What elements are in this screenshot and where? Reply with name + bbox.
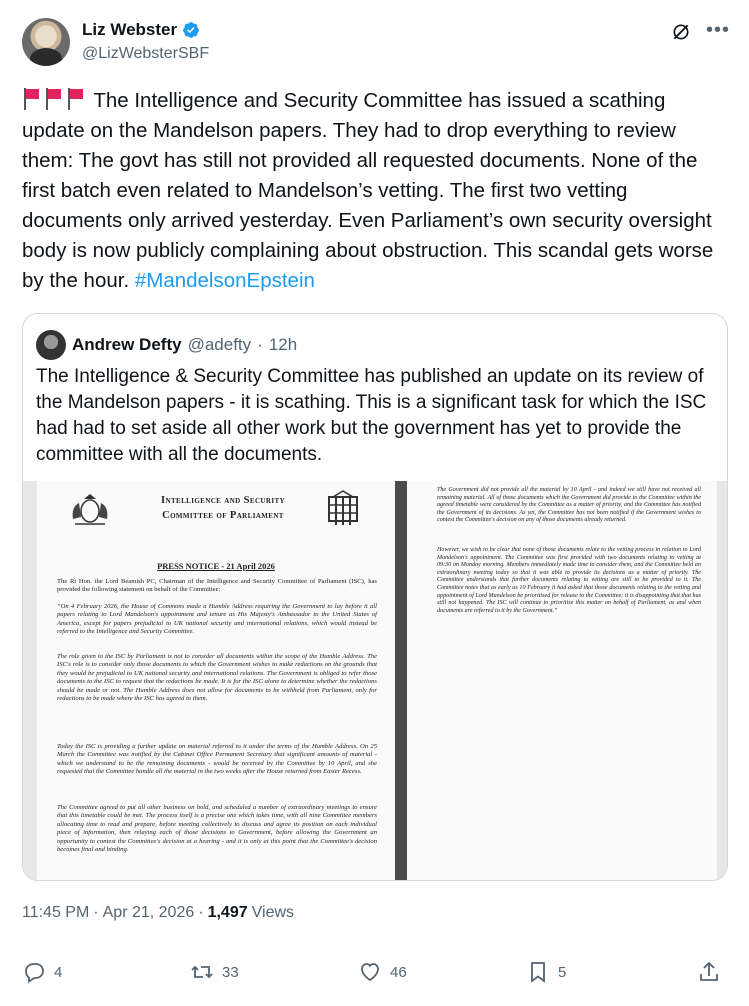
hashtag-link[interactable]: #MandelsonEpstein — [134, 269, 315, 292]
heart-icon — [358, 960, 382, 984]
attached-document-images[interactable] — [23, 481, 728, 881]
press-notice-heading: PRESS NOTICE - 21 April 2026 — [157, 561, 275, 571]
like-count: 46 — [390, 963, 407, 981]
committee-title-line2: Committee of Parliament — [162, 510, 284, 521]
doc-paragraph: The Government did not provide all the material by 10 April - and indeed we still have not received all remaining material. All of those documents which the Government did provide to the Committee within the agreed timetable were considered by the Committee as a matter of priority, and the Committee has notified the Government of its decisions. As yet, the Committee has not been notified if the Government wishes to contest the Committee's decision on any of those documents already returned. — [437, 487, 701, 524]
red-flag-icon — [22, 88, 40, 110]
retweet-icon — [190, 960, 214, 984]
retweet-button[interactable] — [190, 960, 239, 984]
views-label: Views — [251, 904, 295, 921]
views-count: 1,497 — [207, 904, 248, 921]
committee-title-line1: Intelligence and Security — [161, 495, 285, 506]
quoted-time: 12h — [268, 335, 298, 354]
tweet-text — [22, 86, 730, 296]
portcullis-icon — [323, 489, 363, 529]
grok-icon[interactable] — [671, 22, 691, 42]
doc-paragraph: The Committee agreed to put all other business on hold, and scheduled a number of extraordinary meetings to ensure that this timetable could be met. The process itself is a precise one which takes time, with all nine Committee members allocating time to read and prepare, before meeting collectively to discuss and agree its position on each individual piece of information, then relaying each of those decisions to Government, before allowing the Government an opportunity to contest the Committee's decision at a hearing - and it is only at this point that the Committee's decision becomes final and binding. — [57, 804, 377, 854]
quoted-tweet-header — [36, 330, 297, 360]
author-display-name[interactable]: Liz Webster — [82, 20, 178, 39]
quoted-author-name: Andrew Defty — [72, 335, 182, 354]
retweet-count: 33 — [222, 963, 239, 981]
red-flag-icon — [44, 88, 62, 110]
page-divider — [395, 481, 407, 881]
author-name-row — [82, 20, 200, 40]
tweet-date[interactable]: Apr 21, 2026 — [102, 904, 195, 921]
reply-icon — [22, 960, 46, 984]
doc-paragraph: The Rt Hon. the Lord Beamish PC, Chairman of the Intelligence and Security Committee of Parliament (ISC), has provided the following statement on behalf of the Committee: — [57, 578, 377, 594]
doc-paragraph: “On 4 February 2026, the House of Commons made a Humble Address requiring the Government to lay before it all papers relating to Lord Mandelson's appointment and tenure as His Majesty's Ambassador to the United States of America, except for papers prejudicial to UK national security and international relations, which would instead be referred to the Intelligence and Security Committee. — [57, 603, 377, 636]
share-button[interactable] — [697, 960, 721, 984]
red-flag-icon — [66, 88, 84, 110]
like-button[interactable] — [358, 960, 407, 984]
more-icon[interactable]: ••• — [706, 19, 731, 41]
meta-separator: · — [93, 904, 99, 921]
quoted-author-avatar — [36, 330, 66, 360]
bookmark-icon — [526, 960, 550, 984]
press-notice-page-1[interactable] — [37, 481, 395, 881]
tweet-time[interactable]: 11:45 PM — [22, 904, 90, 921]
quoted-author-handle: @adefty — [187, 335, 252, 354]
press-notice-page-2[interactable] — [407, 481, 717, 881]
verified-badge-icon — [182, 21, 200, 39]
quoted-tweet[interactable] — [22, 313, 728, 881]
author-handle[interactable]: @LizWebsterSBF — [82, 45, 210, 62]
bookmark-count: 5 — [558, 963, 567, 981]
committee-title — [133, 493, 313, 523]
quoted-tweet-text: The Intelligence & Security Committee has published an update on its review of the Mandelson papers - it is scathing. This is a significant task for which the ISC had had to set aside all other work but the government has yet to provide the committee with all the documents. — [36, 366, 707, 465]
reply-button[interactable] — [22, 960, 62, 984]
doc-paragraph: However, we wish to be clear that none of those documents relate to the vetting process in relation to Lord Mandelson's appointment. The Committee was first provided with two documents relating to vetting at 09:30 on Monday morning. Members immediately made time to consider them, and the Committee held an extraordinary meeting today so that it was able to provide its decisions as a matter of priority. The Committee understands that further documents relating to vetting are still to be provided to it. The Committee notes that as early as 10 February it had asked that those documents relating to the vetting and appointment of Lord Mandelson be prioritised for release to the Committee: it is disappointing that that has still not happened. The ISC will continue to prioritise this matter on behalf of Parliament, as and when documents are referred to it by the Government.” — [437, 547, 701, 614]
bookmark-button[interactable] — [526, 960, 566, 984]
tweet-metadata — [22, 904, 294, 922]
doc-paragraph: Today the ISC is providing a further update on material referred to it under the terms of the Humble Address. On 25 March the Committee was notified by the Cabinet Office Permanent Secretary that significant amounts of material - which we understand to be the remaining documents - would be received by the Committee by 10 April, and she requested that the Committee handle all the material in the two weeks after the House returned from Easter Recess. — [57, 743, 377, 776]
quoted-separator: · — [257, 335, 263, 354]
author-avatar[interactable] — [22, 18, 70, 66]
tweet-actions — [22, 960, 727, 996]
royal-crest-icon — [67, 491, 113, 527]
doc-paragraph: The role given to the ISC by Parliament is not to consider all documents within the scope of the Humble Address. The ISC's role is to consider only those documents to which the Government wishes to make redactions on the grounds that they would be prejudicial to UK national security and international relations. The Government is obliged to refer those documents to the ISC to request that the redactions be made. It is for the ISC alone to determine whether the redactions should be made or not. The Humble Address does not allow for documents to be withheld from Parliament, only for redactions to be made where the ISC has agreed to them. — [57, 653, 377, 703]
meta-separator: · — [198, 904, 204, 921]
tweet-body: The Intelligence and Security Committee has issued a scathing update on the Mandelson papers. They had to drop everything to review them: The govt has still not provided all requested documents. None of the first batch even related to Mandelson’s vetting. The first two vetting documents only arrived yesterday. Even Parliament’s own security oversight body is now publicly complaining about obstruction. This scandal gets worse by the hour. — [22, 89, 714, 292]
share-icon — [697, 960, 721, 984]
reply-count: 4 — [54, 963, 63, 981]
tweet-header — [22, 18, 731, 70]
